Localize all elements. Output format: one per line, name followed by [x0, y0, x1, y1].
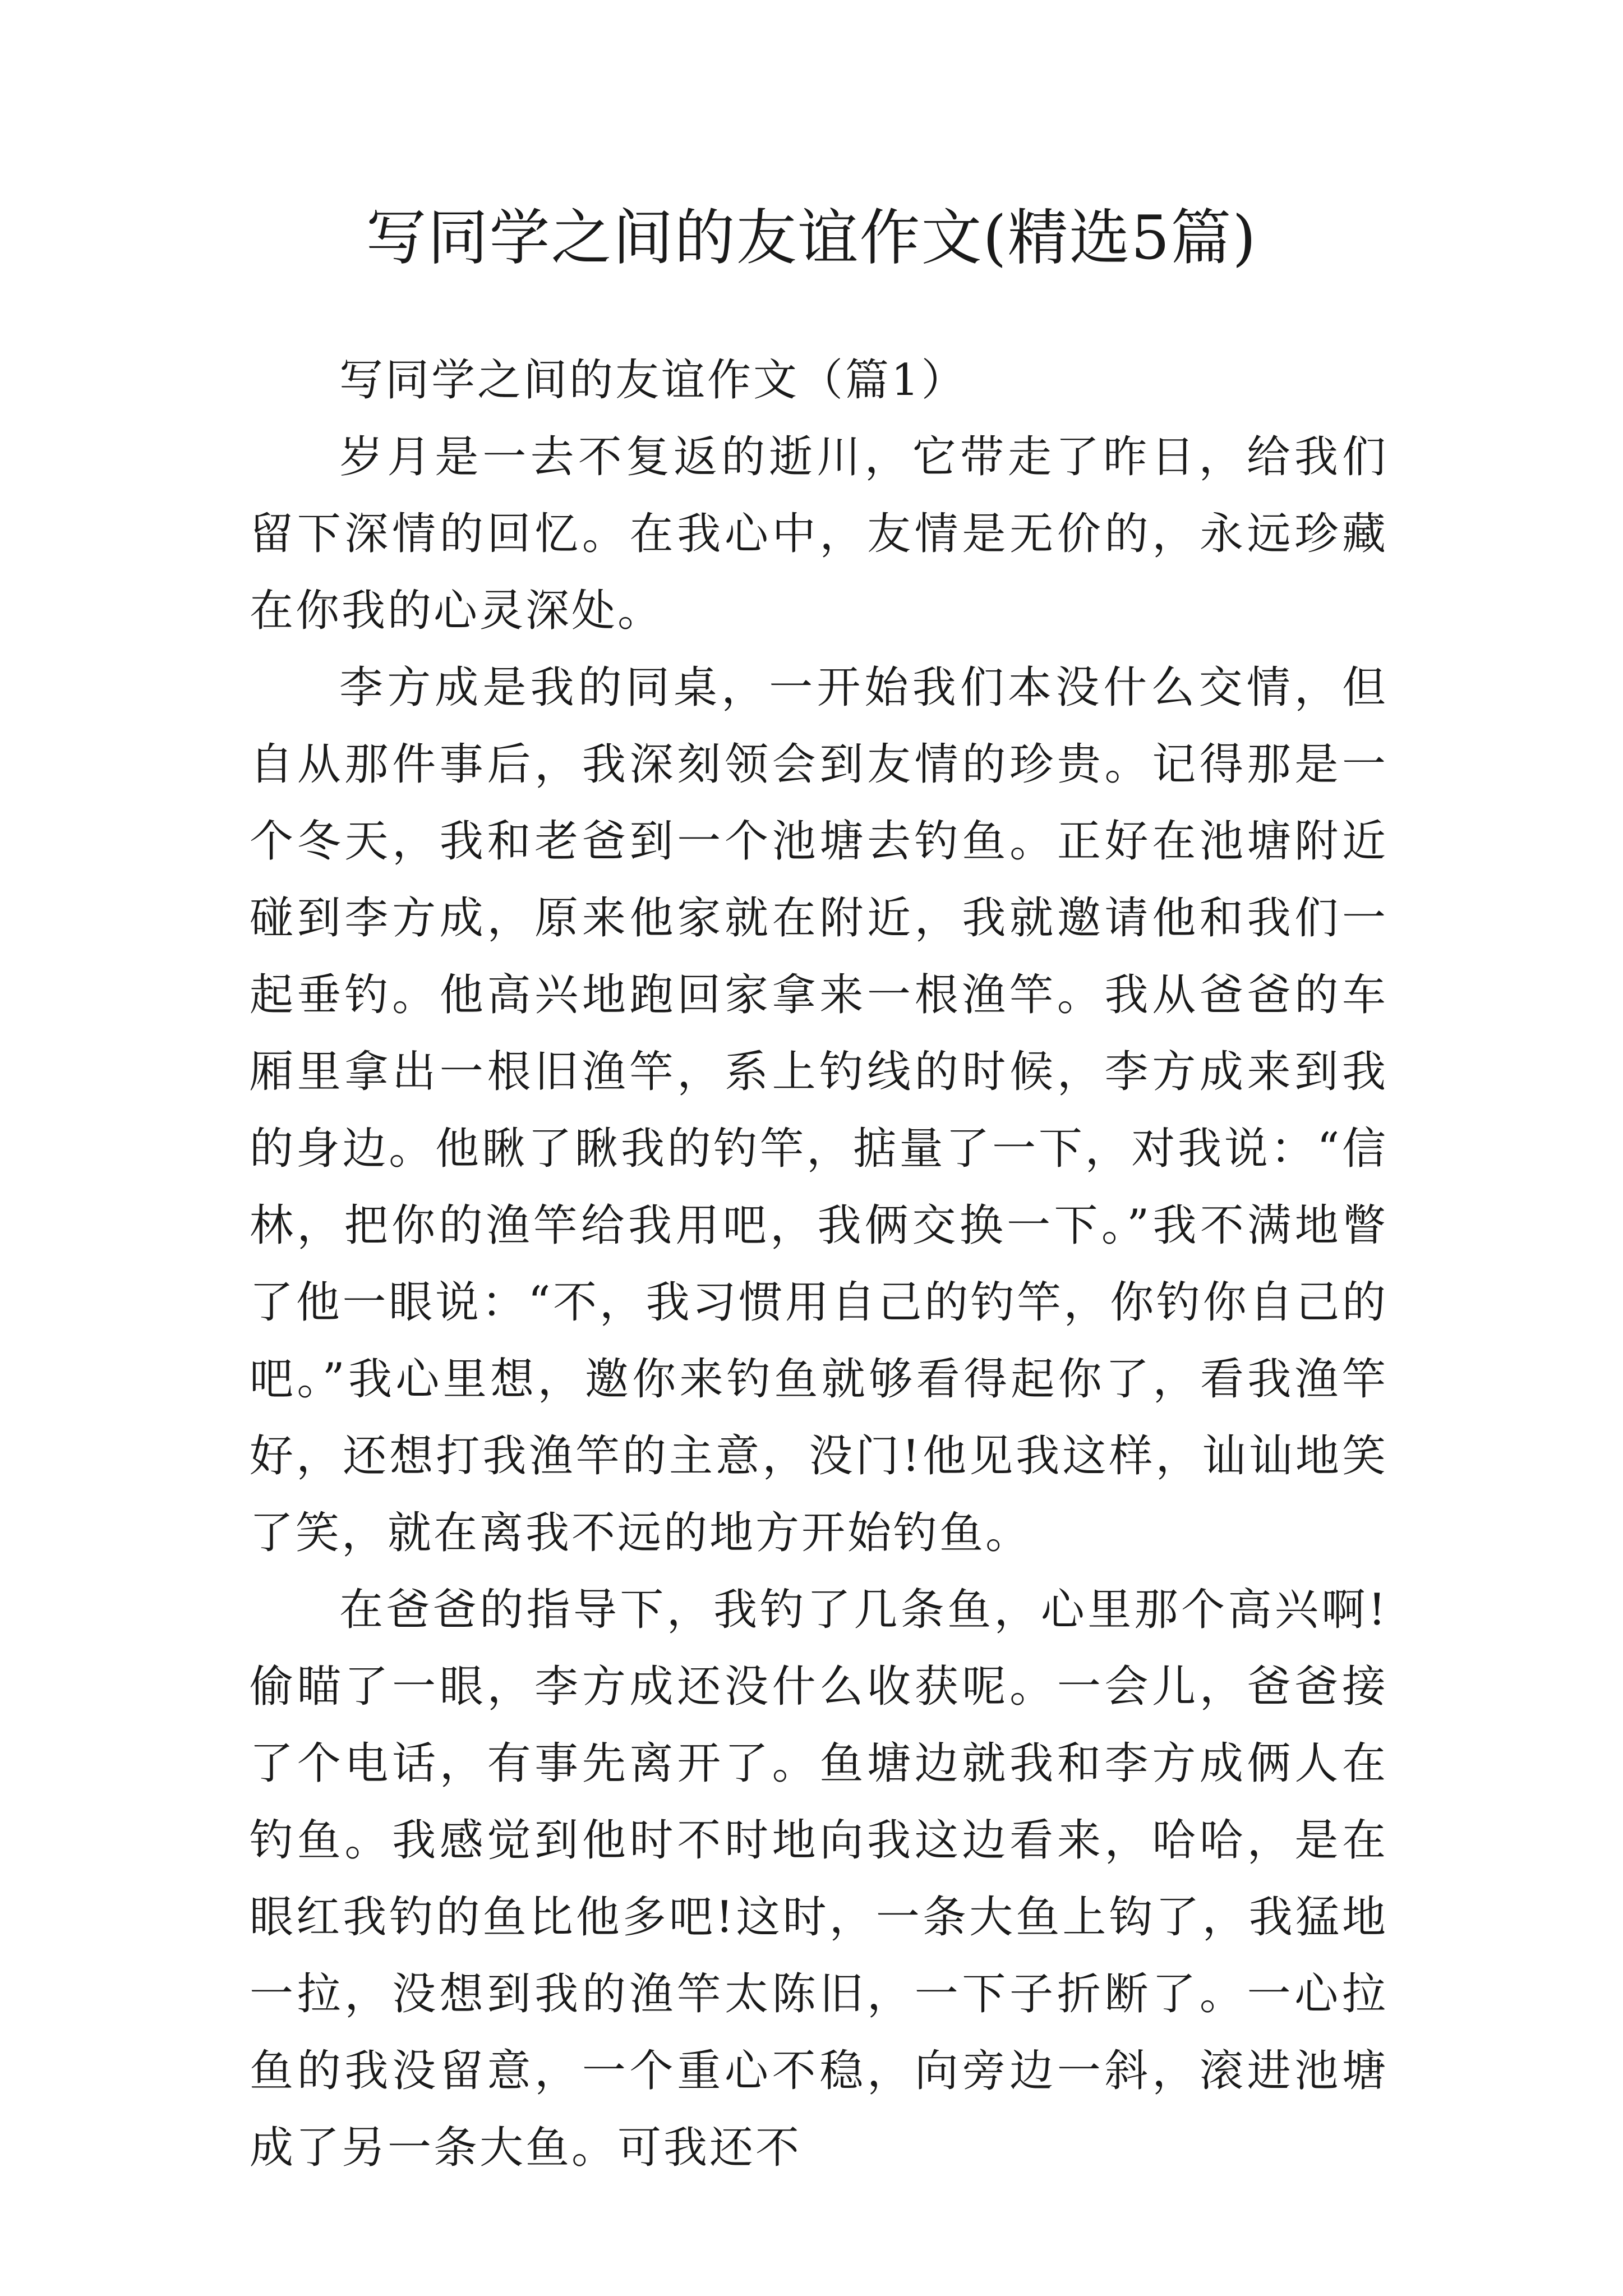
section-heading: 写同学之间的友谊作文（篇1） [339, 355, 967, 406]
paragraph-1: 岁月是一去不复返的逝川，它带走了昨日，给我们留下深情的回忆。在我心中，友情是无价的，永远珍藏在你我的心灵深处。 [250, 432, 1388, 636]
paragraph-3: 在爸爸的指导下，我钓了几条鱼，心里那个高兴啊!偷瞄了一眼，李方成还没什么收获呢。一会儿，爸爸接了个电话，有事先离开了。鱼塘边就我和李方成俩人在钓鱼。我感觉到他时不时地向我这边看来，哈哈，是在眼红我钓的鱼比他多吧!这时，一条大鱼上钩了，我猛地一拉，没想到我的渔竿太陈旧，一下子折断了。一心拉鱼的我没留意，一个重心不稳，向旁边一斜，滚进池塘成了另一条大鱼。可我还不 [250, 1585, 1388, 2173]
paragraph-2: 李方成是我的同桌，一开始我们本没什么交情，但自从那件事后，我深刻领会到友情的珍贵。记得那是一个冬天，我和老爸到一个池塘去钓鱼。正好在池塘附近碰到李方成，原来他家就在附近，我就邀请他和我们一起垂钓。他高兴地跑回家拿来一根渔竿。我从爸爸的车厢里拿出一根旧渔竿，系上钓线的时候，李方成来到我的身边。他瞅了瞅我的钓竿，掂量了一下，对我说：“信林，把你的渔竿给我用吧，我俩交换一下。”我不满地瞥了他一眼说：“不，我习惯用自己的钓竿，你钓你自己的吧。”我心里想，邀你来钓鱼就够看得起你了，看我渔竿好，还想打我渔竿的主意，没门!他见我这样，讪讪地笑了笑，就在离我不远的地方开始钓鱼。 [250, 662, 1388, 1558]
document-title: 写同学之间的友谊作文(精选5篇) [366, 203, 1257, 273]
document-body [250, 342, 1388, 2187]
